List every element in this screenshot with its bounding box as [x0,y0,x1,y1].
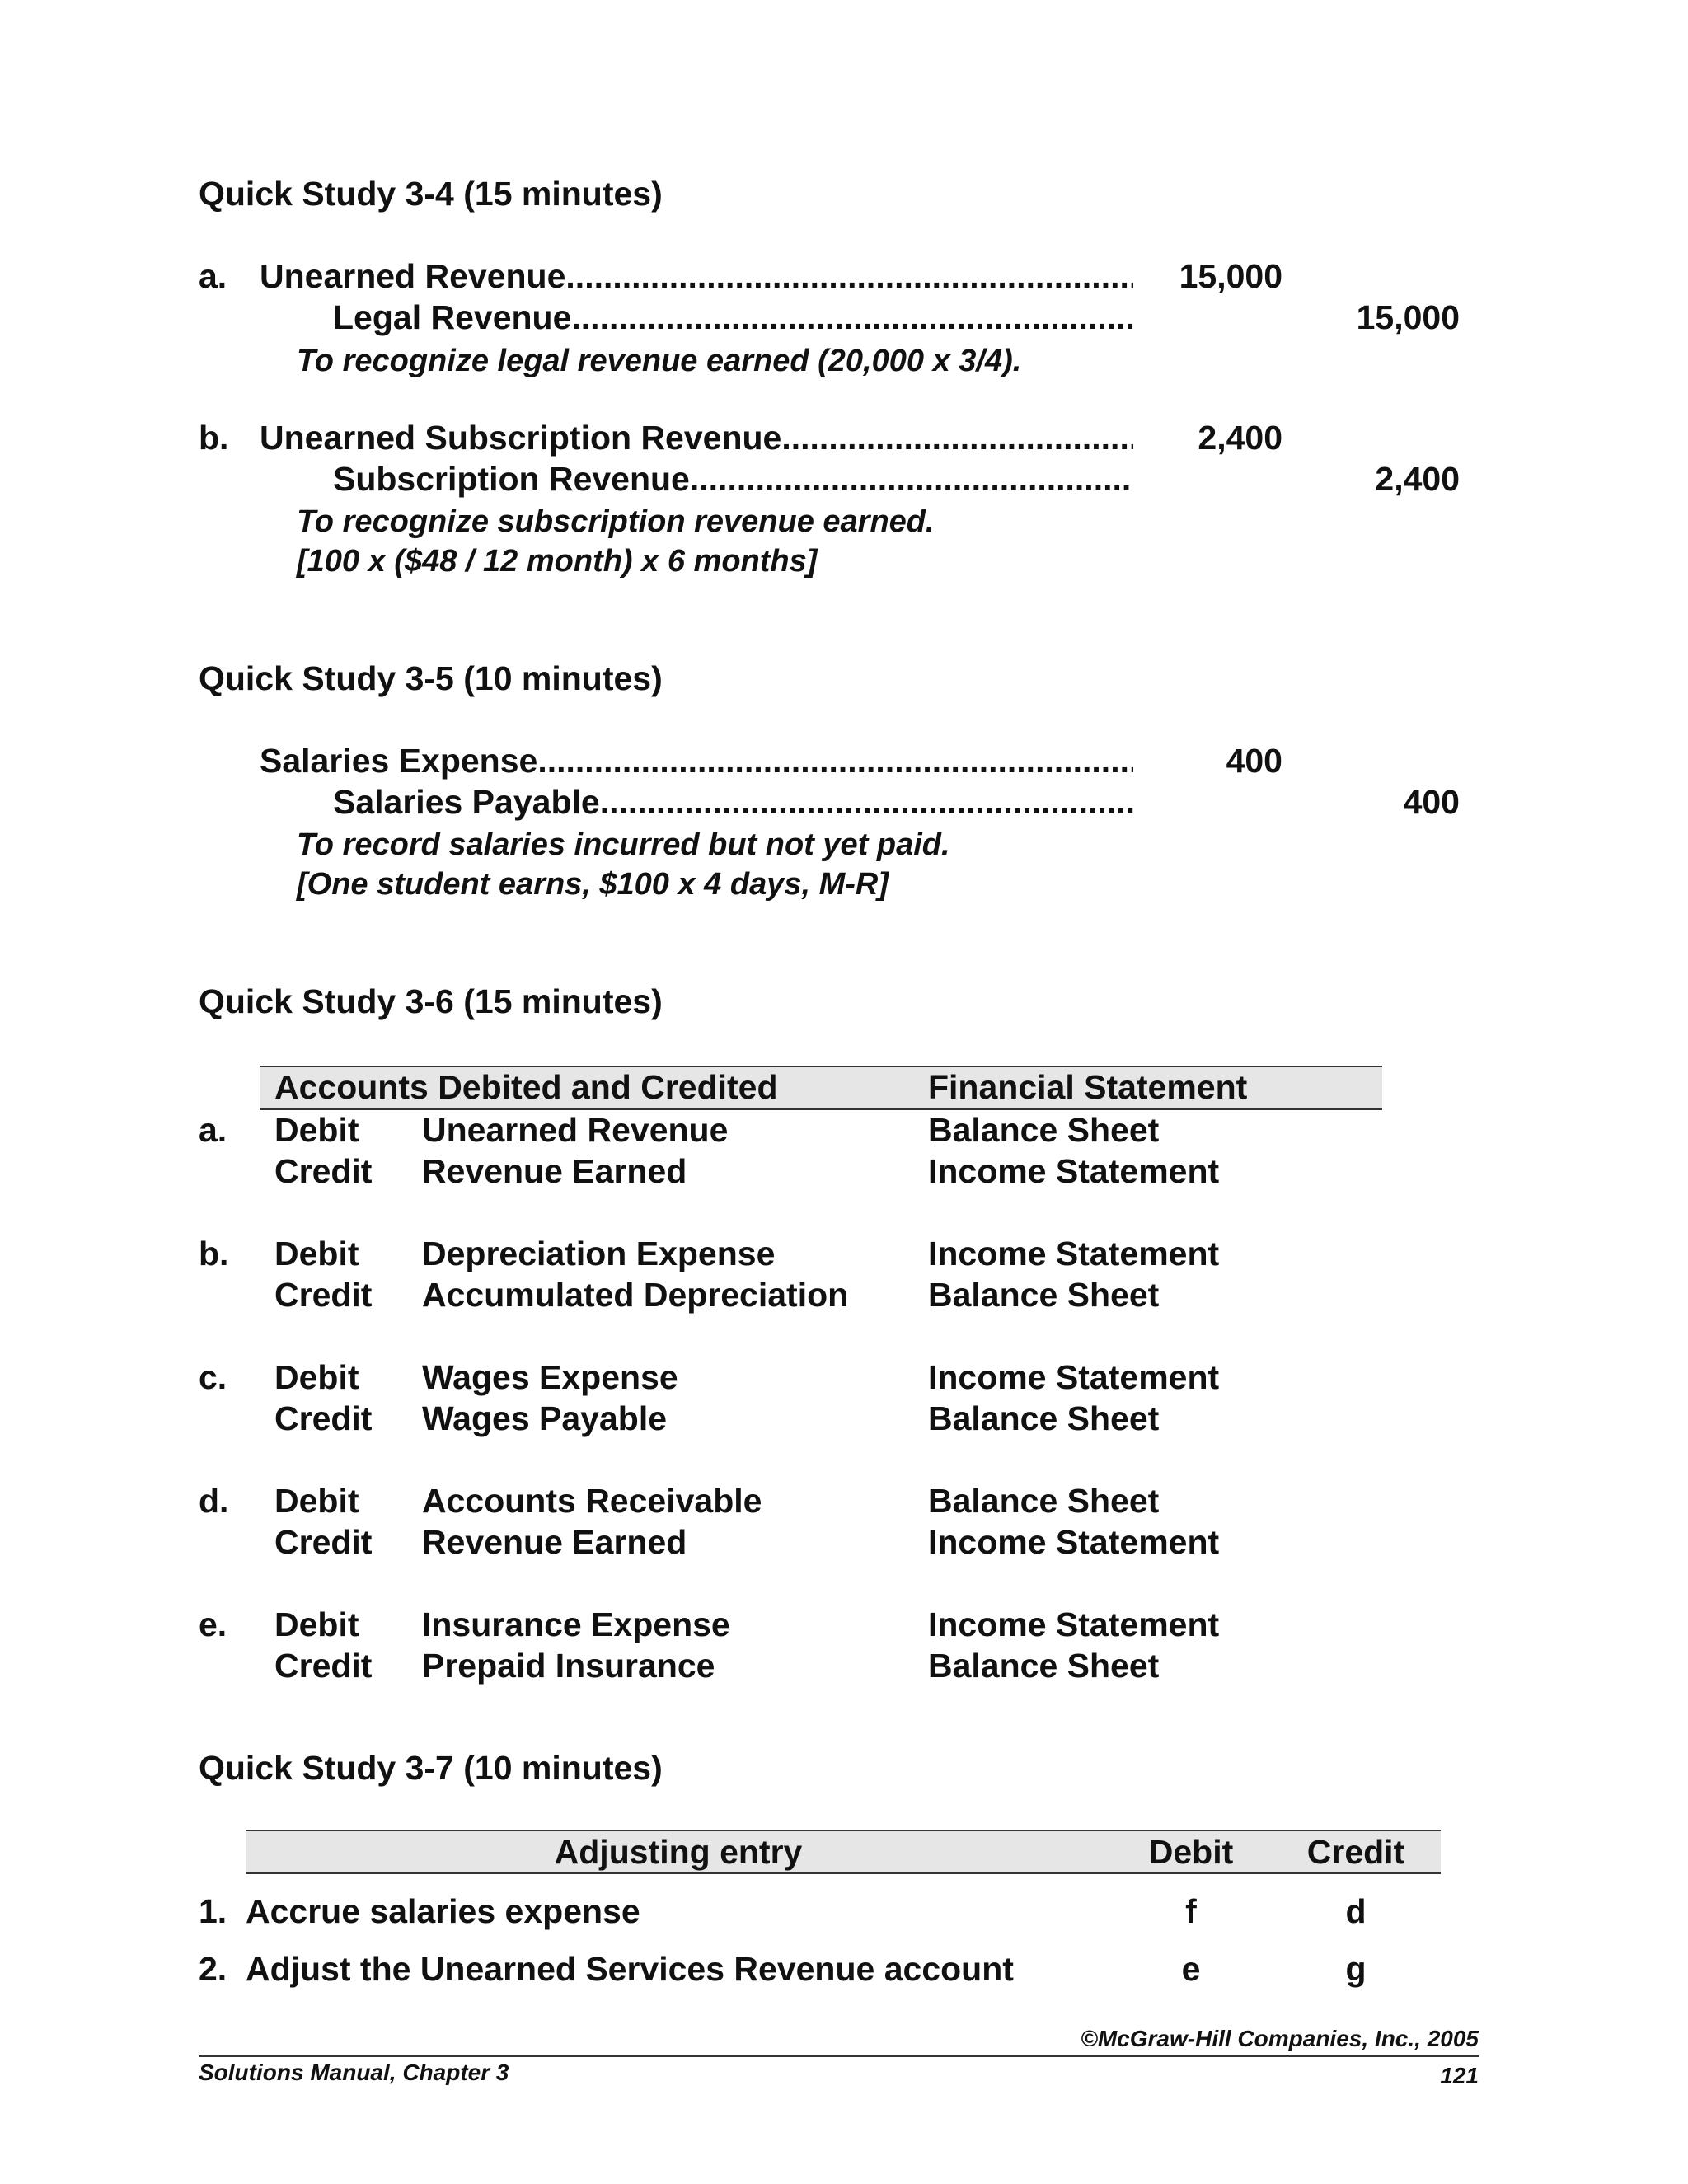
qs35-credit-amount: 400 [1403,783,1460,821]
qs36-row-credit-account: Wages Payable [422,1399,668,1437]
qs36-row-credit-statement: Balance Sheet [928,1399,1160,1437]
qs35-debit-amount: 400 [1226,742,1282,780]
qs36-row-credit-statement: Income Statement [928,1152,1220,1190]
qs34-heading: Quick Study 3-4 (15 minutes) [199,175,663,213]
qs35-debit-line [260,742,1133,780]
qs34-a-credit-amount: 15,000 [1356,298,1460,336]
qs36-row-debit-statement: Balance Sheet [928,1482,1160,1520]
qs37-row-num: 1. [199,1892,227,1930]
qs35-debit-account: Salaries Expense [260,742,538,780]
footer-manual: Solutions Manual, Chapter 3 [199,2060,509,2085]
qs34-a-note: To recognize legal revenue earned (20,000 x 3/4). [297,344,1022,378]
qs35-note2: [One student earns, $100 x 4 days, M-R] [297,867,889,902]
qs34-b-credit-account: Subscription Revenue [333,460,690,498]
qs34-b-credit-line [333,460,1133,499]
qs37-col-entry: Adjusting entry [554,1833,803,1871]
qs35-credit-line [333,783,1133,822]
qs36-row-debit-statement: Income Statement [928,1358,1220,1396]
qs36-row-debit-statement: Income Statement [928,1605,1220,1643]
qs36-row-debit-type: Debit [274,1482,359,1520]
qs37-row-debit: f [1185,1892,1197,1930]
qs36-row-credit-type: Credit [274,1399,373,1437]
qs37-row-credit: g [1345,1950,1367,1988]
qs37-row-entry: Adjust the Unearned Services Revenue account [246,1950,1014,1988]
qs37-row-entry: Accrue salaries expense [246,1892,640,1930]
qs36-row-debit-type: Debit [274,1358,359,1396]
qs34-b-credit-amount: 2,400 [1375,460,1460,498]
qs37-row-num: 2. [199,1950,227,1988]
qs36-heading: Quick Study 3-6 (15 minutes) [199,982,663,1020]
qs34-b-letter: b. [199,419,229,457]
qs36-row-debit-account: Unearned Revenue [422,1111,729,1149]
qs36-row-credit-statement: Balance Sheet [928,1647,1160,1685]
qs36-row-debit-statement: Balance Sheet [928,1111,1160,1149]
qs36-col-accounts: Accounts Debited and Credited [274,1068,778,1106]
qs37-row-debit: e [1181,1950,1201,1988]
qs34-b-debit-account: Unearned Subscription Revenue [260,419,782,457]
qs36-row-credit-statement: Income Statement [928,1523,1220,1561]
qs34-b-debit-amount: 2,400 [1198,419,1282,457]
qs36-row-debit-account: Wages Expense [422,1358,678,1396]
footer-copyright: ©McGraw-Hill Companies, Inc., 2005 [1081,2026,1479,2051]
qs36-row-credit-type: Credit [274,1276,373,1314]
qs36-row-credit-account: Prepaid Insurance [422,1647,715,1685]
qs34-a-debit-amount: 15,000 [1179,257,1282,295]
qs35-credit-account: Salaries Payable [333,783,600,821]
qs36-row-letter: d. [199,1482,229,1520]
qs36-row-letter: b. [199,1235,229,1272]
qs36-col-statement: Financial Statement [928,1068,1248,1106]
qs34-b-note2: [100 x ($48 / 12 month) x 6 months] [297,544,818,579]
qs37-heading: Quick Study 3-7 (10 minutes) [199,1749,663,1787]
qs36-row-debit-account: Depreciation Expense [422,1235,776,1272]
qs34-a-debit-line [260,257,1133,296]
qs36-row-letter: e. [199,1605,227,1643]
qs36-row-credit-type: Credit [274,1523,373,1561]
qs34-a-credit-line [333,298,1133,337]
qs35-heading: Quick Study 3-5 (10 minutes) [199,659,663,697]
qs36-row-credit-account: Revenue Earned [422,1152,687,1190]
qs36-row-credit-type: Credit [274,1647,373,1685]
qs34-b-note1: To recognize subscription revenue earned. [297,504,935,539]
qs35-note1: To record salaries incurred but not yet paid. [297,827,950,862]
qs34-a-credit-account: Legal Revenue [333,298,572,336]
footer-page-number: 121 [1440,2063,1479,2088]
qs34-a-letter: a. [199,257,227,295]
qs36-row-credit-account: Revenue Earned [422,1523,687,1561]
footer-divider [199,2055,1479,2057]
qs36-row-debit-type: Debit [274,1111,359,1149]
qs34-a-debit-account: Unearned Revenue [260,257,566,295]
qs36-row-debit-account: Accounts Receivable [422,1482,762,1520]
qs36-row-debit-type: Debit [274,1605,359,1643]
qs36-row-debit-type: Debit [274,1235,359,1272]
qs34-b-debit-line [260,419,1133,457]
qs36-row-letter: c. [199,1358,227,1396]
qs36-row-debit-account: Insurance Expense [422,1605,730,1643]
qs37-col-credit: Credit [1306,1833,1405,1871]
qs37-col-debit: Debit [1148,1833,1234,1871]
qs36-row-credit-statement: Balance Sheet [928,1276,1160,1314]
qs36-row-letter: a. [199,1111,227,1149]
qs36-row-credit-account: Accumulated Depreciation [422,1276,849,1314]
qs36-row-debit-statement: Income Statement [928,1235,1220,1272]
qs36-row-credit-type: Credit [274,1152,373,1190]
qs37-row-credit: d [1345,1892,1367,1930]
